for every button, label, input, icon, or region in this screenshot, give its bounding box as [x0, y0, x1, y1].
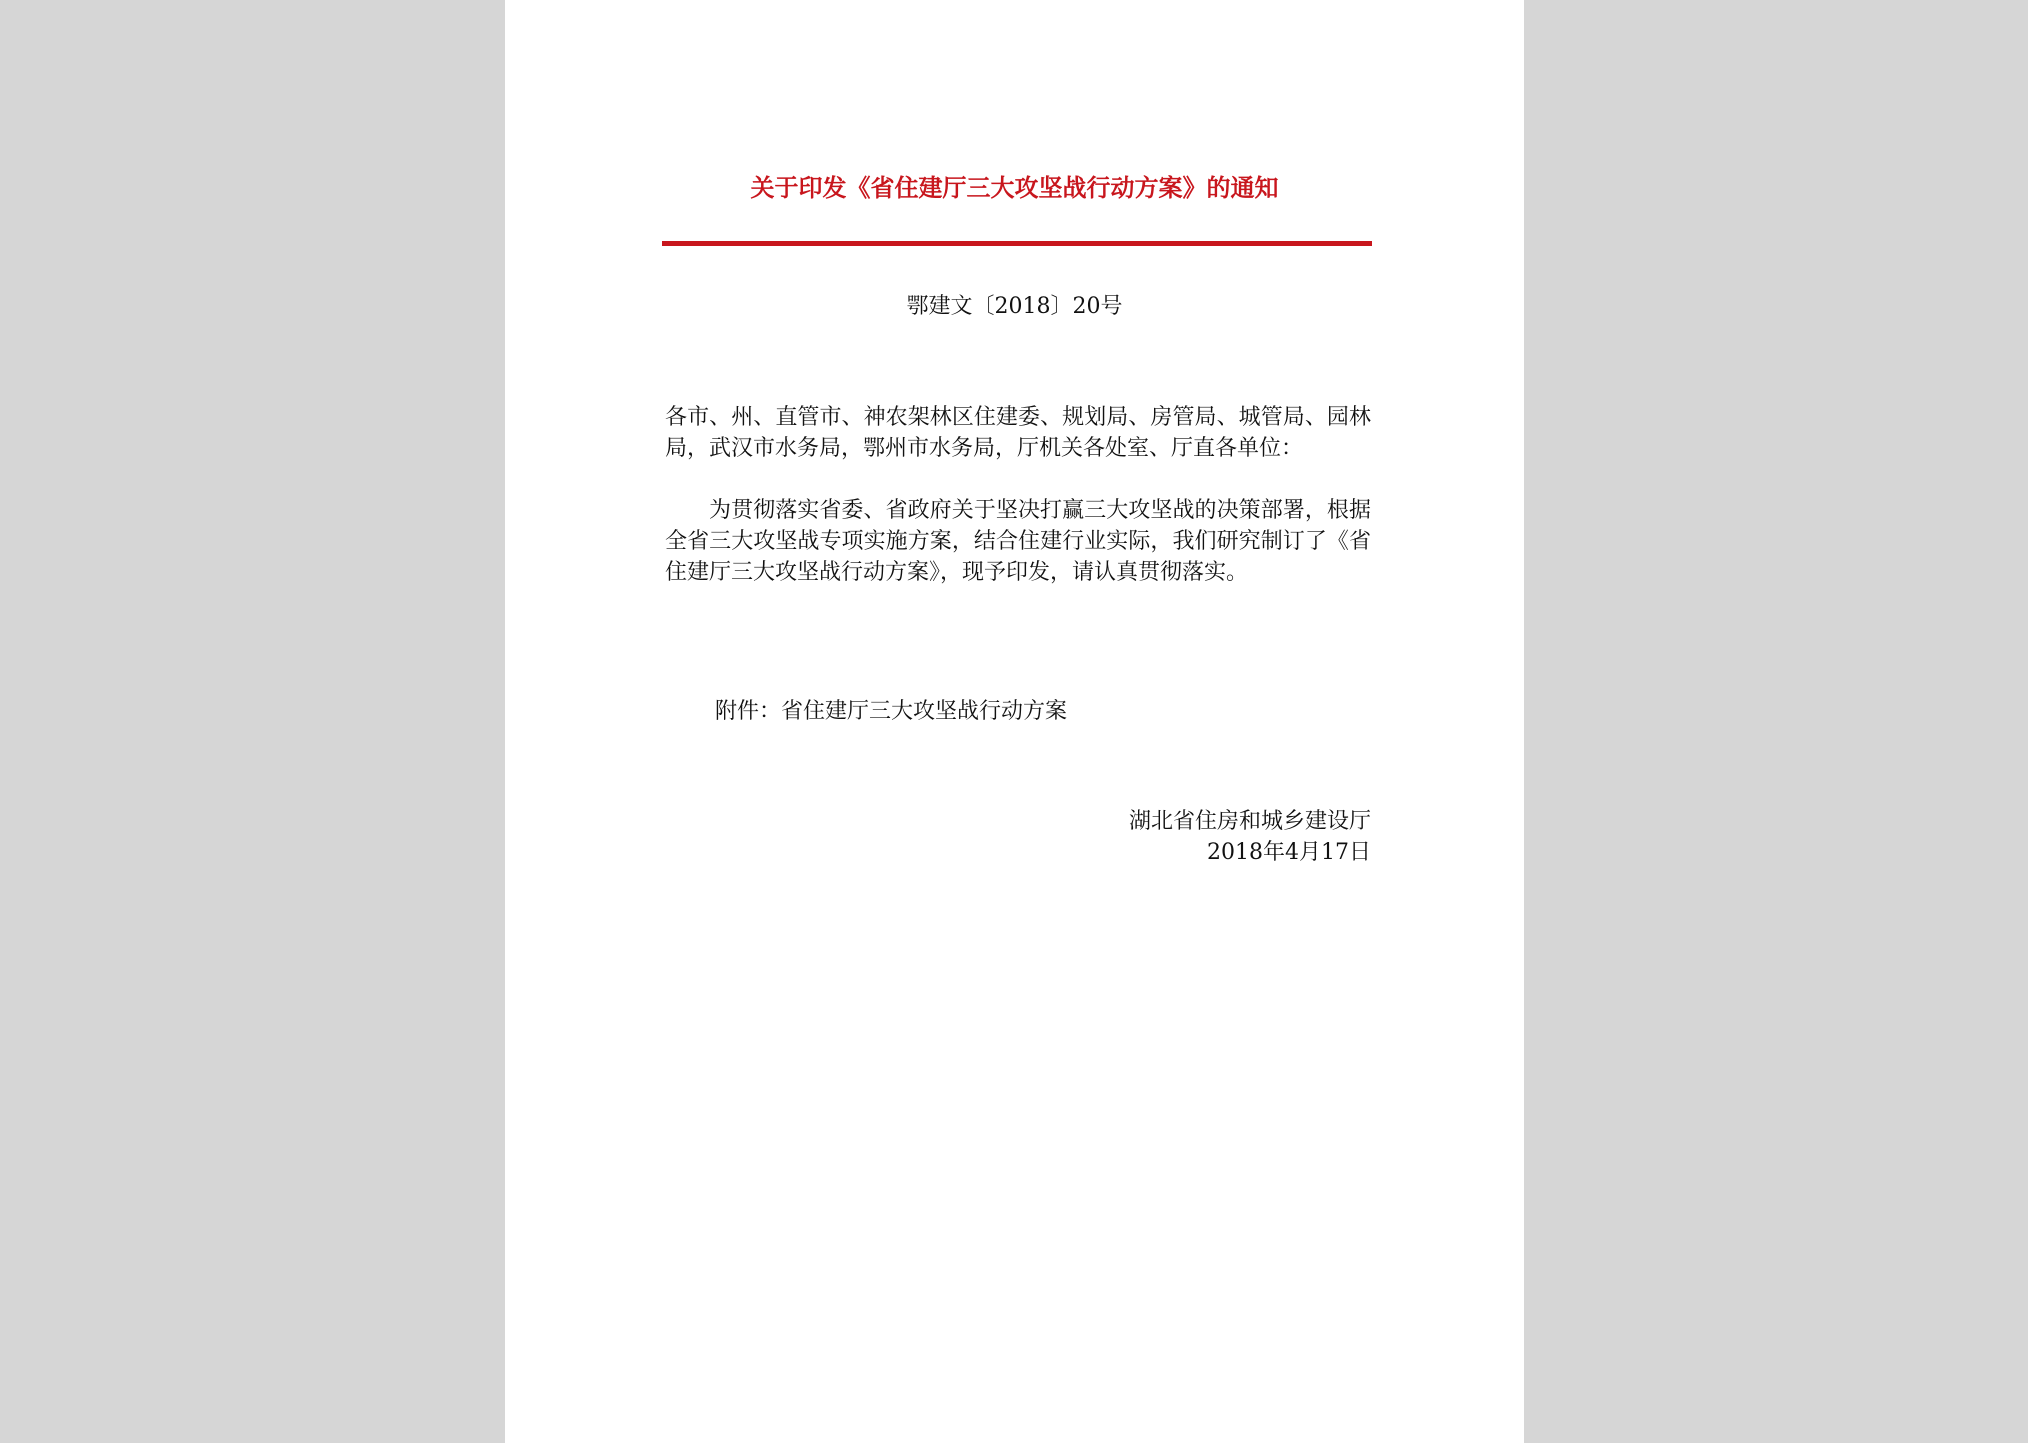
signature-block: [1129, 806, 1371, 868]
addressee-paragraph: 各市、州、直管市、神农架林区住建委、规划局、房管局、城管局、园林局，武汉市水务局，鄂州市水务局，厅机关各处室、厅直各单位：: [665, 405, 1371, 461]
attachment-line: 附件：省住建厅三大攻坚战行动方案: [715, 699, 1068, 724]
body-paragraph: 为贯彻落实省委、省政府关于坚决打赢三大攻坚战的决策部署，根据全省三大攻坚战专项实施方案，结合住建行业实际，我们研究制订了《省住建厅三大攻坚战行动方案》，现予印发，请认真贯彻落实。: [665, 498, 1371, 585]
red-header-rule: [662, 241, 1372, 246]
document-number: 鄂建文〔2018〕20号: [906, 294, 1123, 319]
issuer-name: 湖北省住房和城乡建设厅: [1128, 809, 1371, 834]
document-page: [505, 0, 1524, 1443]
issue-date: 2018年4月17日: [1207, 840, 1371, 865]
document-title: 关于印发《省住建厅三大攻坚战行动方案》的通知: [750, 173, 1279, 202]
